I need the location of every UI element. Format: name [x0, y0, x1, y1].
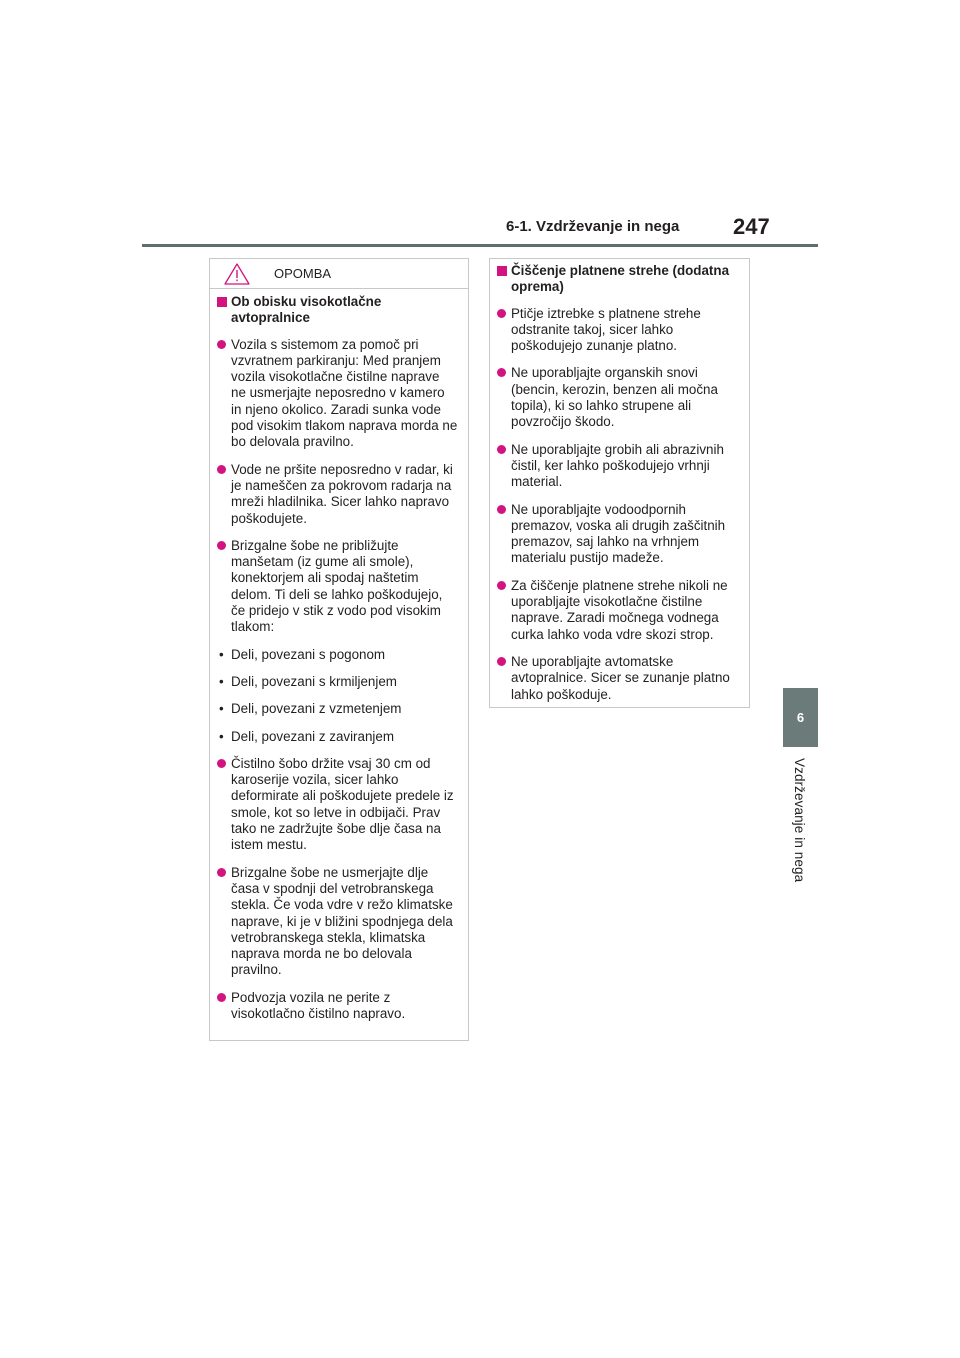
list-item: Ptičje iztrebke s platnene strehe odstranite takoj, sicer lahko poškodujejo zunanje platno. [497, 306, 739, 355]
chapter-side-title: Vzdrževanje in nega [792, 758, 807, 883]
section-heading: Ob obisku visokotlačne avtopralnice [217, 294, 458, 327]
round-bullet-icon [217, 868, 226, 877]
round-bullet-icon [217, 541, 226, 550]
roof-cleaning-box [489, 258, 750, 708]
round-bullet-icon [497, 657, 506, 666]
section-title: 6-1. Vzdrževanje in nega [506, 218, 680, 235]
list-item: Ne uporabljajte organskih snovi (bencin, kerozin, benzen ali močna topila), ki so lahko strupene ali povzročijo škodo. [497, 365, 739, 430]
notice-box [209, 258, 469, 1041]
list-item: Ne uporabljajte grobih ali abrazivnih čistil, ker lahko poškodujejo vrhnji material. [497, 442, 739, 491]
chapter-tab [783, 688, 818, 747]
header-rule [142, 244, 818, 247]
round-bullet-icon [217, 465, 226, 474]
round-bullet-icon [217, 993, 226, 1002]
round-bullet-icon [497, 309, 506, 318]
list-item: Čistilno šobo držite vsaj 30 cm od karoserije vozila, sicer lahko deformirate ali poškodujete predele iz smole, kot so letve in odbijači. Prav tako ne zadržujte šobe dlje časa na istem mestu. [217, 756, 458, 854]
round-bullet-icon [497, 581, 506, 590]
sub-list-item: • Deli, povezani s pogonom [219, 646, 386, 662]
sub-list-item: • Deli, povezani s krmiljenjem [219, 673, 397, 689]
section-heading: Čiščenje platnene strehe (dodatna oprema) [497, 263, 739, 296]
roof-content [490, 259, 749, 703]
sub-list-item: • Deli, povezani z vzmetenjem [219, 701, 402, 717]
list-item: Ne uporabljajte vodoodpornih premazov, voska ali drugih zaščitnih premazov, saj lahko na vrhnjem materialu pustijo madeže. [497, 502, 739, 567]
list-item: Vozila s sistemom za pomoč pri vzvratnem parkiranju: Med pranjem vozila visokotlačne čistilne naprave ne usmerjajte neposredno v kamero in njeno okolico. Zaradi sunka vode pod visokim tlakom naprava morda ne bo delovala pravilno. [217, 337, 458, 451]
chapter-number: 6 [796, 710, 805, 725]
round-bullet-icon [217, 340, 226, 349]
notice-content [210, 289, 468, 1022]
list-item: Brizgalne šobe ne usmerjajte dlje časa v spodnji del vetrobranskega stekla. Če voda vdre v režo klimatske naprave, ki je v bližini spodnjega dela vetrobranskega stekla, klimatska naprava morda ne bo delovala pravilno. [217, 865, 458, 979]
notice-label: OPOMBA [274, 266, 332, 281]
round-bullet-icon [217, 759, 226, 768]
warning-triangle-icon [224, 263, 250, 285]
list-item: Vode ne pršite neposredno v radar, ki je nameščen za pokrovom radarja na mreži hladilnika. Sicer lahko napravo poškodujete. [217, 462, 458, 527]
list-item: Za čiščenje platnene strehe nikoli ne uporabljajte visokotlačne čistilne naprave. Zaradi močnega vodnega curka lahko voda vdre skozi strop. [497, 578, 739, 643]
notice-header [210, 259, 468, 289]
round-bullet-icon [497, 445, 506, 454]
page-number: 247 [733, 214, 770, 239]
round-bullet-icon [497, 505, 506, 514]
list-item: Podvozja vozila ne perite z visokotlačno čistilno napravo. [217, 990, 458, 1023]
square-bullet-icon [217, 297, 227, 307]
list-item: Ne uporabljajte avtomatske avtopralnice. Sicer se zunanje platno lahko poškoduje. [497, 654, 739, 703]
list-item: Brizgalne šobe ne približujte manšetam (iz gume ali smole), konektorjem ali spodaj naštetim delom. Ti deli se lahko poškodujejo, če pridejo v stik z vodo pod visokim tlakom: [217, 538, 458, 636]
round-bullet-icon [497, 368, 506, 377]
square-bullet-icon [497, 266, 507, 276]
sub-list-item: • Deli, povezani z zaviranjem [219, 728, 394, 744]
